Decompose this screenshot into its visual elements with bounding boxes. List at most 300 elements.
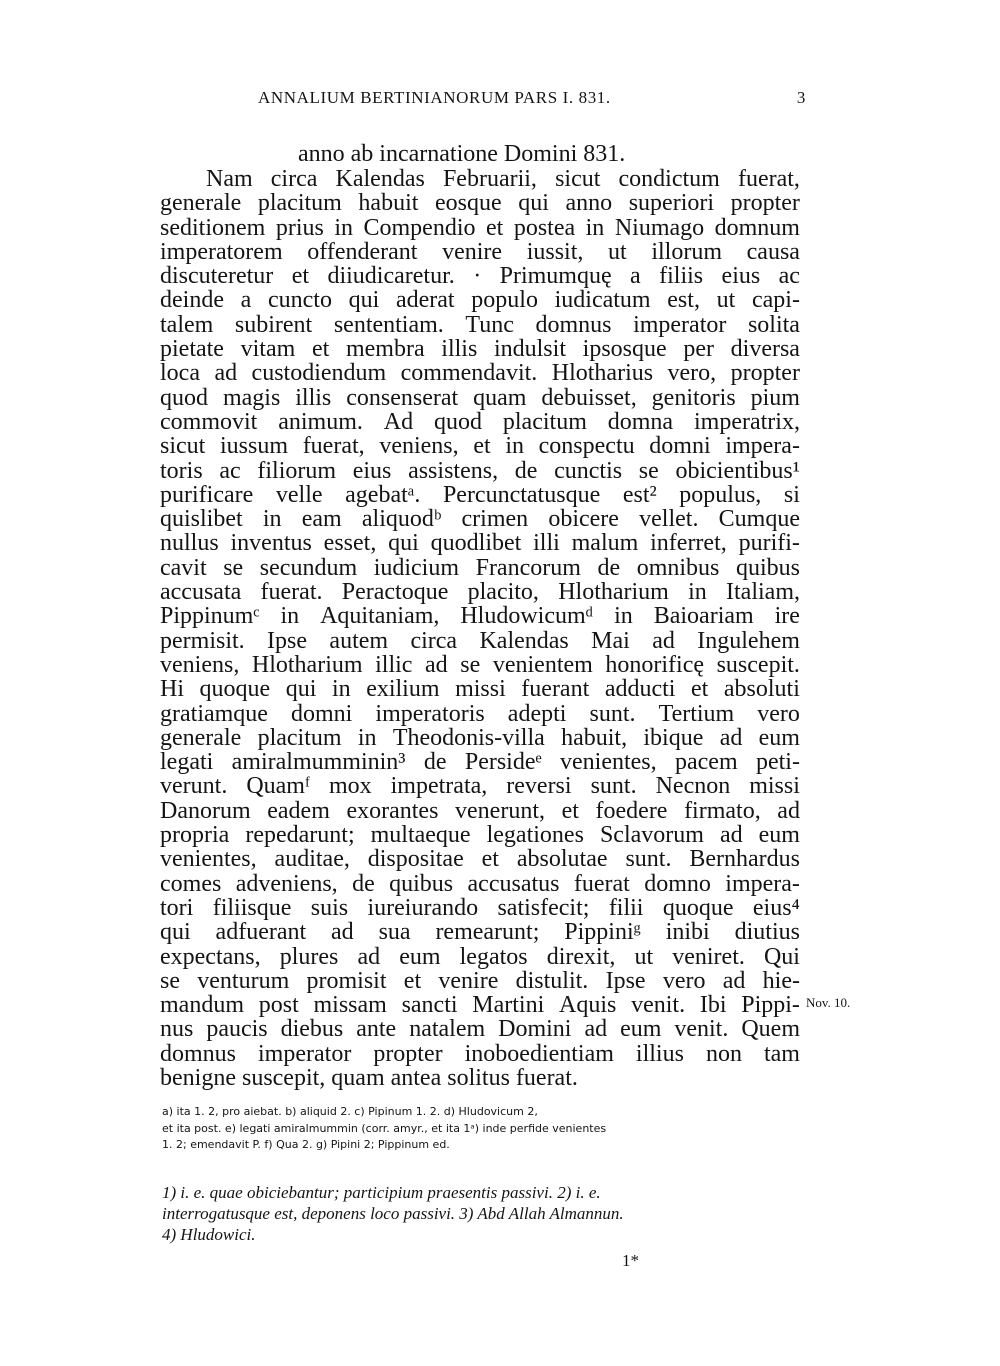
- word: Bernhardus: [689, 846, 800, 873]
- word: Cumque: [718, 506, 800, 533]
- word: se: [223, 554, 244, 581]
- text-line: [160, 386, 800, 410]
- word: qui: [285, 676, 317, 703]
- text-line: [160, 726, 800, 750]
- apparatus-line: 1. 2; emendavit P. f) Qua 2. g) Pipini 2; Pippinum ed.: [162, 1138, 450, 1151]
- word: hie-: [762, 967, 800, 994]
- word: Italiam,: [726, 579, 800, 606]
- word: agebatᵃ.: [345, 481, 421, 508]
- word: impera-: [725, 870, 800, 897]
- word: in: [331, 676, 351, 703]
- word: inibi: [665, 919, 710, 946]
- word: Pippi-: [741, 992, 800, 1019]
- word: anno: [565, 190, 613, 217]
- word: venit.: [674, 1016, 729, 1043]
- word: ut: [634, 943, 654, 970]
- word: consenserat: [346, 384, 459, 411]
- text-line: [160, 823, 800, 847]
- word: ad: [584, 1016, 608, 1043]
- word: venit.: [631, 992, 686, 1019]
- text-line: [160, 288, 800, 312]
- footnotes: [162, 1182, 802, 1245]
- word: qui: [160, 919, 191, 946]
- word: fuerat,: [302, 433, 365, 460]
- word: expectans,: [160, 943, 261, 970]
- word: qui: [518, 190, 549, 217]
- word: inferret,: [650, 530, 727, 557]
- word: habuit: [358, 190, 419, 217]
- word: Quamᶠ: [246, 773, 310, 800]
- word: mox: [328, 773, 372, 800]
- word: absoluti: [723, 676, 800, 703]
- word: adducti: [604, 676, 676, 703]
- word: imperator: [633, 311, 727, 338]
- word: de: [352, 870, 375, 897]
- text-line: [160, 556, 800, 580]
- word: missam: [313, 992, 387, 1019]
- word: Compendio: [363, 214, 476, 241]
- word: imperatrix,: [693, 408, 800, 435]
- text-line: [160, 191, 800, 215]
- text-line: [160, 507, 800, 531]
- text-line: [160, 167, 800, 191]
- word: venientes,: [160, 846, 257, 873]
- word: placitum: [502, 408, 587, 435]
- word: in: [585, 214, 605, 241]
- word: legatos: [459, 943, 528, 970]
- word: et: [481, 846, 499, 873]
- word: illis: [441, 336, 478, 363]
- word: diutius: [734, 919, 800, 946]
- margin-date-note: Nov. 10.: [806, 995, 851, 1010]
- signature-mark: 1*: [622, 1251, 639, 1270]
- word: placitum: [257, 190, 342, 217]
- word: est²: [622, 481, 657, 508]
- word: exorantes: [346, 797, 439, 824]
- word: membra: [345, 336, 425, 363]
- word: veniret.: [672, 943, 745, 970]
- word: custodiendum: [251, 360, 387, 387]
- word: placitum: [257, 724, 342, 751]
- word: domnum: [714, 214, 800, 241]
- text-line: [160, 337, 800, 361]
- word: et: [473, 433, 491, 460]
- word: Kalendas: [335, 166, 425, 192]
- word: toris: [160, 457, 203, 484]
- word: propter: [730, 190, 800, 217]
- word: iussit,: [526, 238, 584, 265]
- word: ad: [652, 627, 675, 654]
- word: ad: [719, 724, 743, 751]
- word: peti-: [755, 749, 800, 776]
- word: ad: [777, 797, 800, 824]
- word: Kalendas: [479, 627, 569, 654]
- word: Ingulehem: [697, 627, 800, 654]
- word: Hlotharium: [558, 579, 669, 606]
- word: aliquodᵇ: [361, 506, 442, 533]
- word: Ipse: [267, 627, 308, 654]
- word: ire: [774, 603, 800, 630]
- word: sunt.: [590, 773, 637, 800]
- word: illic: [375, 651, 413, 678]
- word: iudicium: [373, 554, 460, 581]
- word: ut: [716, 287, 736, 314]
- word: adepti: [507, 700, 567, 727]
- word: venientem: [492, 651, 593, 678]
- word: sua: [378, 919, 411, 946]
- word: sicut: [555, 166, 601, 192]
- word: crimen: [461, 506, 529, 533]
- word: quod: [434, 408, 482, 435]
- text-line: [160, 313, 800, 337]
- word: secundum: [259, 554, 358, 581]
- word: post: [258, 992, 299, 1019]
- word: generale: [160, 724, 242, 751]
- text-line: [160, 216, 800, 240]
- word: firmato,: [684, 797, 761, 824]
- word: sunt.: [625, 846, 672, 873]
- word: venientes,: [560, 749, 657, 776]
- word: eum: [399, 943, 441, 970]
- word: verunt.: [160, 773, 228, 800]
- word: discuteretur: [160, 263, 274, 290]
- word: obicientibus¹: [675, 457, 800, 484]
- word: cunctis: [554, 457, 623, 484]
- word: vitam: [240, 336, 296, 363]
- word: et: [403, 967, 422, 994]
- word: inventus: [230, 530, 312, 557]
- word: eosque: [435, 190, 502, 217]
- text-line: [160, 1042, 800, 1066]
- word: Aquis: [559, 992, 617, 1019]
- word: subirent: [234, 311, 313, 338]
- word: venerunt,: [455, 797, 545, 824]
- word: honorificę: [605, 651, 705, 678]
- word: Hlotharius: [551, 360, 654, 387]
- word: domna: [607, 408, 674, 435]
- word: impetrata,: [390, 773, 488, 800]
- word: velle: [275, 481, 323, 508]
- critical-apparatus: [162, 1104, 802, 1154]
- word: repedarunt;: [245, 822, 355, 849]
- word: obicere: [548, 506, 619, 533]
- apparatus-line: a) ita 1. 2, pro aiebat. b) aliquid 2. c) Pipinum 1. 2. d) Hludovicum 2,: [162, 1105, 538, 1118]
- word: eius: [721, 263, 761, 290]
- text-line: [160, 677, 800, 701]
- word: illius: [635, 1040, 684, 1067]
- word: placito,: [467, 579, 539, 606]
- word: iureiurando: [367, 894, 479, 921]
- word: ad: [425, 651, 448, 678]
- word: pium: [750, 384, 800, 411]
- text-line: [160, 920, 800, 944]
- word: Februarii,: [442, 166, 537, 192]
- text-line: [160, 410, 800, 434]
- text-line: [160, 750, 800, 774]
- word: quislibet: [160, 506, 243, 533]
- word: Nam: [206, 166, 253, 192]
- word: imperatorem: [160, 238, 283, 265]
- word: eius: [352, 457, 392, 484]
- word: permisit.: [160, 627, 245, 654]
- word: habuit,: [561, 724, 628, 751]
- word: cuncto: [267, 287, 332, 314]
- word: Aquitaniam,: [320, 603, 440, 630]
- word: sententiam.: [333, 311, 444, 338]
- word: mandum: [160, 992, 244, 1019]
- word: domno: [644, 870, 711, 897]
- word: sunt.: [589, 700, 636, 727]
- word: in: [280, 603, 300, 630]
- word: promisit: [306, 967, 387, 994]
- text-line: [160, 531, 800, 555]
- word: missi: [749, 773, 800, 800]
- word: generale: [160, 190, 242, 217]
- word: domnus: [535, 311, 612, 338]
- word: in: [357, 724, 377, 751]
- word: talem: [160, 311, 214, 338]
- word: illis: [295, 384, 332, 411]
- word: Danorum: [160, 797, 251, 824]
- word: impera-: [725, 433, 800, 460]
- word: ad: [214, 360, 238, 387]
- word: diiudicaretur.: [327, 263, 455, 290]
- word: pietate: [160, 336, 224, 363]
- word: inoboedientiam: [464, 1040, 614, 1067]
- word: Persideᵉ: [464, 749, 542, 776]
- word: est,: [667, 287, 700, 314]
- text-line: [160, 264, 800, 288]
- word: a: [240, 287, 252, 314]
- word: circa: [270, 166, 318, 192]
- word: domni: [649, 433, 711, 460]
- text-line: [160, 847, 800, 871]
- word: ad: [722, 967, 746, 994]
- word: ipsosque: [582, 336, 667, 363]
- text-line: [160, 459, 800, 483]
- word: direxit,: [546, 943, 616, 970]
- word: Domini: [498, 1016, 572, 1043]
- word: comes: [160, 870, 222, 897]
- text-line: [160, 872, 800, 896]
- word: amiralmumminin³: [231, 749, 406, 776]
- word: de: [514, 457, 538, 484]
- word: capi-: [751, 287, 800, 314]
- text-line: [160, 1017, 800, 1041]
- word: omnibus: [636, 554, 720, 581]
- word: venire: [438, 967, 499, 994]
- word: et: [691, 676, 709, 703]
- text-line: [160, 969, 800, 993]
- word: fuerat: [573, 870, 630, 897]
- word: et: [561, 797, 579, 824]
- word: fuerat.: [260, 579, 323, 606]
- word: cavit: [160, 554, 207, 581]
- word: ac: [219, 457, 241, 484]
- word: quibus: [735, 554, 800, 581]
- word: vellet.: [639, 506, 699, 533]
- word: venire: [442, 238, 503, 265]
- word: in: [614, 603, 633, 630]
- word: ad: [331, 919, 354, 946]
- word: Tertium: [658, 700, 735, 727]
- word: Ipse: [605, 967, 646, 994]
- word: genitoris: [651, 384, 736, 411]
- word: Mai: [591, 627, 630, 654]
- word: solita: [747, 311, 800, 338]
- year-heading: anno ab incarnatione Domini 831.: [298, 141, 626, 167]
- word: reversi: [506, 773, 572, 800]
- word: eadem: [267, 797, 330, 824]
- word: tam: [763, 1040, 800, 1067]
- word: fuerant: [521, 676, 590, 703]
- word: prius: [275, 214, 324, 241]
- word: Francorum: [475, 554, 581, 581]
- word: filiorum: [257, 457, 337, 484]
- word: multaeque: [370, 822, 471, 849]
- word: quam: [473, 384, 527, 411]
- word: sicut: [160, 433, 206, 460]
- word: deinde: [160, 287, 224, 314]
- word: de: [423, 749, 447, 776]
- word: diversa: [730, 336, 800, 363]
- footnote-line: interrogatusque est, deponens loco passivi. 3) Abd Allah Almannun.: [162, 1204, 624, 1223]
- text-line: [160, 604, 800, 628]
- body-text: [160, 167, 800, 1090]
- word: et: [291, 263, 310, 290]
- word: malum: [571, 530, 639, 557]
- word: veniens,: [160, 651, 240, 678]
- word: Theodonis-villa: [392, 724, 545, 751]
- word: distulit.: [515, 967, 589, 994]
- word: pacem: [674, 749, 738, 776]
- word: ·: [473, 263, 482, 290]
- word: eum: [758, 724, 800, 751]
- text-line: [160, 945, 800, 969]
- word: se: [638, 457, 659, 484]
- word: Pippinumᶜ: [160, 603, 260, 630]
- word: in: [688, 579, 707, 606]
- word: sancti: [401, 992, 458, 1019]
- word: Martini: [472, 992, 545, 1019]
- word: populo: [471, 287, 538, 314]
- word: circa: [410, 627, 458, 654]
- word: et: [311, 336, 330, 363]
- word: Ad: [383, 408, 414, 435]
- word: propria: [160, 822, 230, 849]
- word: debuisset,: [541, 384, 637, 411]
- word: nullus: [160, 530, 219, 557]
- word: Tunc: [465, 311, 514, 338]
- word: auditae,: [274, 846, 350, 873]
- apparatus-line: et ita post. e) legati amiralmummin (corr. amyr., et ita 1ᵃ) inde perfide venientes: [162, 1121, 607, 1135]
- running-title: ANNALIUM BERTINIANORUM PARS I. 831.: [258, 88, 611, 107]
- word: Baioariam: [653, 603, 754, 630]
- word: filiisque: [212, 894, 292, 921]
- word: Necnon: [655, 773, 731, 800]
- text-line: [160, 629, 800, 653]
- text-line: [160, 993, 800, 1017]
- word: magis: [222, 384, 281, 411]
- word: in: [334, 214, 353, 241]
- footnote-line: 4) Hludowici.: [162, 1225, 256, 1244]
- footnote-line: 1) i. e. quae obiciebantur; participium praesentis passivi. 2) i. e.: [162, 1183, 601, 1202]
- word: propter: [730, 360, 800, 387]
- word: quod: [160, 384, 208, 411]
- word: venturum: [197, 967, 290, 994]
- word: exilium: [366, 676, 440, 703]
- word: seditionem: [160, 214, 266, 241]
- word: animum.: [278, 408, 363, 435]
- text-line: [160, 434, 800, 458]
- word: dispositae: [367, 846, 464, 873]
- word: Hlotharium: [251, 651, 363, 678]
- word: condictum: [618, 166, 720, 192]
- word: foedere: [595, 797, 668, 824]
- word: filiis: [659, 263, 704, 290]
- word: Percunctatusque: [442, 481, 601, 508]
- word: assistens,: [408, 457, 499, 484]
- word: purificare: [160, 481, 254, 508]
- text-line: [160, 774, 800, 798]
- word: absolutae: [516, 846, 608, 873]
- word: suis: [310, 894, 349, 921]
- text-line: [160, 580, 800, 604]
- word: ut: [608, 238, 627, 265]
- word: et: [486, 214, 504, 241]
- word: eum: [620, 1016, 662, 1043]
- word: missi: [455, 676, 506, 703]
- word: eum: [758, 822, 800, 849]
- word: aderat: [395, 287, 455, 314]
- text-line: benigne suscepit, quam antea solitus fuerat.: [160, 1064, 578, 1091]
- word: filii: [608, 894, 644, 921]
- running-header: [258, 88, 806, 108]
- word: iudicatum: [554, 287, 651, 314]
- word: per: [683, 336, 714, 363]
- word: natalem: [409, 1016, 486, 1043]
- word: accusata: [160, 579, 242, 606]
- word: imperatoris: [375, 700, 485, 727]
- word: iussum: [220, 433, 289, 460]
- word: qui: [388, 530, 419, 557]
- word: in: [505, 433, 524, 460]
- word: quoque: [662, 894, 734, 921]
- word: quodlibet: [430, 530, 522, 557]
- word: si: [783, 481, 800, 508]
- word: postea: [513, 214, 576, 241]
- word: Primumquę: [499, 263, 612, 290]
- word: propter: [373, 1040, 443, 1067]
- word: imperator: [258, 1040, 352, 1067]
- word: legati: [160, 749, 214, 776]
- word: Qui: [763, 943, 800, 970]
- word: gratiamque: [160, 700, 268, 727]
- word: veniens,: [379, 433, 459, 460]
- word: superiori: [628, 190, 715, 217]
- word: Hi: [160, 676, 184, 703]
- text-line: [160, 483, 800, 507]
- text-line: [160, 361, 800, 385]
- word: autem: [329, 627, 389, 654]
- word: Ibi: [699, 992, 727, 1019]
- word: fuerat,: [737, 166, 800, 192]
- word: quibus: [389, 870, 454, 897]
- word: domnus: [160, 1040, 237, 1067]
- word: loca: [160, 360, 200, 387]
- word: conspectu: [538, 433, 635, 460]
- word: eam: [301, 506, 342, 533]
